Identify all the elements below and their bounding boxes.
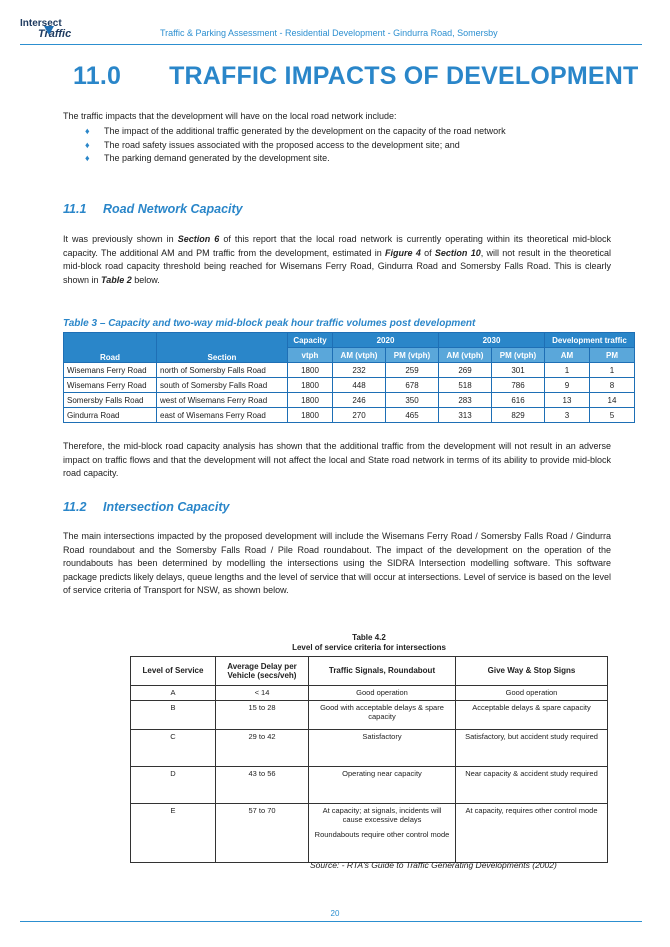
section-title: TRAFFIC IMPACTS OF DEVELOPMENT (169, 62, 639, 90)
col-header-2020: 2020 (333, 333, 439, 348)
cell-signals (309, 803, 456, 862)
cell-giveway: Near capacity & accident study required (456, 766, 608, 803)
cell-am-2020: 246 (333, 393, 386, 408)
table-row (64, 363, 635, 378)
col-header-los: Level of Service (131, 657, 216, 686)
col-header-am-2020: AM (vtph) (333, 348, 386, 363)
subsection-heading-road-network (63, 202, 243, 216)
col-header-pm-2020: PM (vtph) (386, 348, 439, 363)
logo-text-top: Intersect (20, 18, 62, 29)
bullet-item (85, 139, 611, 152)
section-reference: Section 6 (177, 234, 220, 244)
table-source-note: Source: - RTA's Guide to Traffic Generating Developments (2002) (310, 860, 557, 870)
header-divider (20, 44, 642, 45)
col-header-road: Road (64, 333, 157, 363)
text-run: , will not result in the theoretical mid-block road capacity threshold being reached for Wisemans Ferry Road, Gindurra Road and Somersby Falls Road. This is clearly shown in (63, 247, 611, 285)
capacity-volume-table (63, 332, 635, 423)
document-header-title: Traffic & Parking Assessment - Residential Development - Gindurra Road, Somersby (160, 28, 498, 38)
cell-am-2020: 270 (333, 408, 386, 423)
col-header-dev-pm: PM (590, 348, 635, 363)
col-header-pm-2030: PM (vtph) (492, 348, 545, 363)
cell-section: west of Wisemans Ferry Road (157, 393, 288, 408)
table3-caption: Table 3 – Capacity and two-way mid-block peak hour traffic volumes post development (63, 318, 476, 329)
table-row (64, 393, 635, 408)
cell-am-2020: 232 (333, 363, 386, 378)
cell-signals: Good operation (309, 686, 456, 701)
subsection-title: Road Network Capacity (103, 202, 243, 216)
cell-los: C (131, 729, 216, 766)
impact-bullet-list (85, 125, 611, 166)
cell-dev-am: 9 (545, 378, 590, 393)
cell-road: Wisemans Ferry Road (64, 363, 157, 378)
cell-dev-am: 13 (545, 393, 590, 408)
cell-pm-2030: 301 (492, 363, 545, 378)
capacity-summary-paragraph: Therefore, the mid-block road capacity analysis has shown that the additional traffic from the development will not result in an adverse impact on traffic flows and that the development will not affect the local and State road network in terms of its ability to provide mid-block road capacity. (63, 441, 611, 478)
section-number: 11.0 (73, 62, 122, 90)
cell-road: Gindurra Road (64, 408, 157, 423)
cell-los: D (131, 766, 216, 803)
diamond-bullet-icon: ♦ (85, 139, 90, 150)
subsection-heading-intersection (63, 500, 229, 514)
cell-delay: < 14 (216, 686, 309, 701)
cell-section: south of Somersby Falls Road (157, 378, 288, 393)
cell-signals: Operating near capacity (309, 766, 456, 803)
col-header-capacity-unit: vtph (288, 348, 333, 363)
bullet-item (85, 152, 611, 165)
text-run: It was previously shown in (63, 234, 178, 244)
cell-dev-pm: 8 (590, 378, 635, 393)
text-run: of this report that the local road network is currently operating within its theoretical mid-block capacity. The additional AM and PM traffic from the development, estimated in (63, 234, 612, 258)
cell-am-2020: 448 (333, 378, 386, 393)
cell-section: east of Wisemans Ferry Road (157, 408, 288, 423)
text-run: below. (131, 274, 160, 285)
subsection-number: 11.1 (63, 202, 87, 216)
section-heading (73, 62, 639, 91)
cell-pm-2030: 786 (492, 378, 545, 393)
diamond-bullet-icon: ♦ (85, 126, 90, 136)
table42-number: Table 4.2 (352, 633, 386, 642)
cell-road: Wisemans Ferry Road (64, 378, 157, 393)
roundabout-note: Roundabouts require other control mode (314, 829, 450, 839)
col-header-average-delay: Average Delay per Vehicle (secs/veh) (216, 657, 309, 686)
section-reference: Section 10 (434, 247, 481, 258)
road-capacity-paragraph (63, 233, 611, 287)
col-header-dev-am: AM (545, 348, 590, 363)
bullet-text: The road safety issues associated with the proposed access to the development site; and (104, 139, 460, 150)
page-number: 20 (330, 909, 340, 918)
cell-giveway: Good operation (456, 686, 608, 701)
cell-giveway: Acceptable delays & spare capacity (456, 700, 608, 729)
table-row (64, 378, 635, 393)
cell-delay: 57 to 70 (216, 803, 309, 862)
cell-signals: Satisfactory (309, 729, 456, 766)
col-header-capacity: Capacity (288, 333, 333, 348)
table-row (131, 729, 608, 766)
cell-capacity: 1800 (288, 393, 333, 408)
col-header-2030: 2030 (439, 333, 545, 348)
logo-text-bottom: Traffic (38, 28, 72, 40)
cell-dev-pm: 5 (590, 408, 635, 423)
signals-text: At capacity; at signals, incidents will cause excessive delays (322, 805, 442, 824)
cell-am-2030: 518 (439, 378, 492, 393)
cell-delay: 15 to 28 (216, 700, 309, 729)
cell-section: north of Somersby Falls Road (157, 363, 288, 378)
cell-am-2030: 283 (439, 393, 492, 408)
cell-dev-am: 3 (545, 408, 590, 423)
bullet-item (85, 125, 611, 138)
text-run: of (420, 247, 435, 258)
col-header-am-2030: AM (vtph) (439, 348, 492, 363)
cell-pm-2030: 829 (492, 408, 545, 423)
cell-delay: 29 to 42 (216, 729, 309, 766)
company-logo (20, 18, 78, 44)
cell-pm-2020: 350 (386, 393, 439, 408)
footer-divider (20, 921, 642, 922)
intro-paragraph: The traffic impacts that the development will have on the local road network include: (63, 111, 397, 121)
cell-am-2030: 313 (439, 408, 492, 423)
table-row (131, 803, 608, 862)
col-header-give-way: Give Way & Stop Signs (456, 657, 608, 686)
subsection-title: Intersection Capacity (103, 500, 230, 514)
cell-los: A (131, 686, 216, 701)
subsection-number: 11.2 (63, 500, 87, 514)
table-row (64, 408, 635, 423)
cell-signals: Good with acceptable delays & spare capacity (309, 700, 456, 729)
intersection-capacity-paragraph: The main intersections impacted by the proposed development will include the Wisemans Ferry Road / Somersby Falls Road / Gindurra Road roundabout and the Somersby Falls Road / Pile Road roundabout. The impact of the development on the operation of the roundabouts has been determined by modelling the intersections using the SIDRA Intersection modelling software. This software package predicts likely delays, queue lengths and the level of service that will occur at intersections. Level of service is based on the level of service criteria of Transport for NSW, as shown below. (63, 531, 611, 595)
cell-los: B (131, 700, 216, 729)
cell-delay: 43 to 56 (216, 766, 309, 803)
level-of-service-table (130, 656, 608, 863)
table42-title (130, 633, 608, 653)
cell-pm-2020: 678 (386, 378, 439, 393)
cell-dev-pm: 1 (590, 363, 635, 378)
cell-capacity: 1800 (288, 408, 333, 423)
figure-reference: Figure 4 (385, 247, 421, 258)
table-reference: Table 2 (101, 274, 132, 285)
bullet-text: The parking demand generated by the development site. (104, 153, 330, 163)
cell-am-2030: 269 (439, 363, 492, 378)
table42-heading: Level of service criteria for intersections (292, 643, 446, 652)
cell-pm-2030: 616 (492, 393, 545, 408)
cell-giveway: Satisfactory, but accident study required (456, 729, 608, 766)
table-row (131, 766, 608, 803)
table-row (131, 686, 608, 701)
col-header-development-traffic: Development traffic (545, 333, 635, 348)
cell-capacity: 1800 (288, 378, 333, 393)
bullet-text: The impact of the additional traffic generated by the development on the capacity of the road network (104, 126, 506, 136)
cell-capacity: 1800 (288, 363, 333, 378)
cell-giveway: At capacity, requires other control mode (456, 803, 608, 862)
col-header-section: Section (157, 333, 288, 363)
cell-dev-am: 1 (545, 363, 590, 378)
cell-los: E (131, 803, 216, 862)
cell-road: Somersby Falls Road (64, 393, 157, 408)
table-row (131, 700, 608, 729)
cell-pm-2020: 259 (386, 363, 439, 378)
cell-pm-2020: 465 (386, 408, 439, 423)
logo-arrow-icon (44, 26, 54, 35)
cell-dev-pm: 14 (590, 393, 635, 408)
col-header-traffic-signals: Traffic Signals, Roundabout (309, 657, 456, 686)
diamond-bullet-icon: ♦ (85, 153, 90, 163)
